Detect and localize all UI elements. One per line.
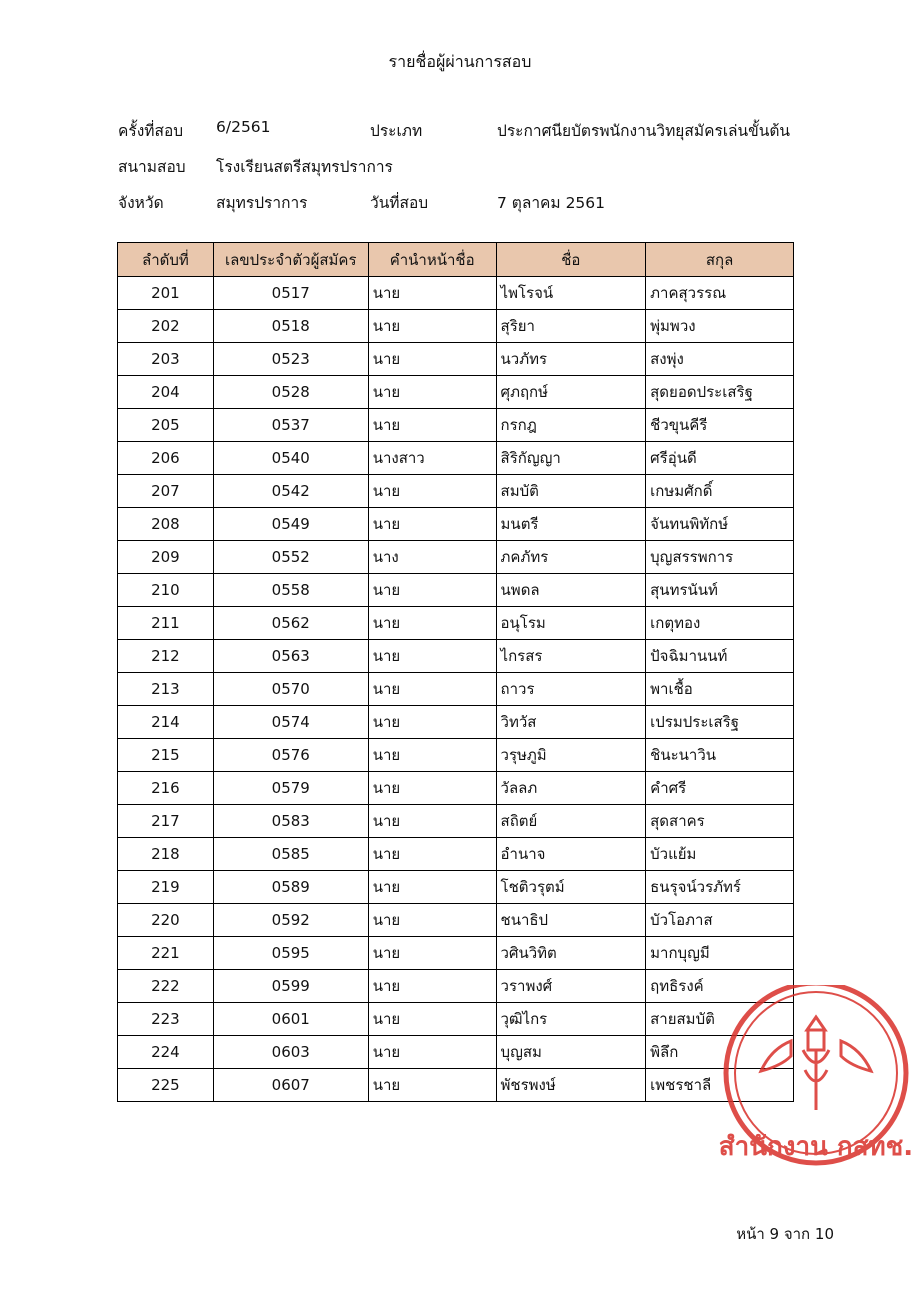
prefix-cell: นาย xyxy=(368,508,496,541)
prefix-cell: นาย xyxy=(368,1036,496,1069)
venue-label: สนามสอบ xyxy=(118,158,186,176)
table-row xyxy=(118,541,794,574)
info-row-round xyxy=(118,118,838,154)
first-name-cell: บุญสม xyxy=(496,1036,646,1069)
table-row xyxy=(118,673,794,706)
info-row-province xyxy=(118,190,838,226)
last-name-cell: มากบุญมี xyxy=(646,937,794,970)
applicant-id-cell: 0576 xyxy=(213,739,368,772)
first-name-cell: มนตรี xyxy=(496,508,646,541)
prefix-cell: นาง xyxy=(368,541,496,574)
first-name-cell: วศินวิทิต xyxy=(496,937,646,970)
prefix-cell: นาย xyxy=(368,310,496,343)
last-name-cell: สายสมบัติ xyxy=(646,1003,794,1036)
table-row xyxy=(118,475,794,508)
table-row xyxy=(118,772,794,805)
first-name-cell: วิทวัส xyxy=(496,706,646,739)
first-name-cell: ไกรสร xyxy=(496,640,646,673)
applicant-id-cell: 0518 xyxy=(213,310,368,343)
applicant-id-cell: 0583 xyxy=(213,805,368,838)
last-name-cell: ปัจฉิมานนท์ xyxy=(646,640,794,673)
applicant-id-cell: 0585 xyxy=(213,838,368,871)
applicant-id-cell: 0558 xyxy=(213,574,368,607)
first-name-cell: สุริยา xyxy=(496,310,646,343)
first-name-cell: โชติวรุตม์ xyxy=(496,871,646,904)
page-number: หน้า 9 จาก 10 xyxy=(736,1225,834,1243)
table-body xyxy=(118,277,794,1102)
prefix-cell: นาย xyxy=(368,409,496,442)
table-row xyxy=(118,1036,794,1069)
order-cell: 212 xyxy=(118,640,214,673)
first-name-cell: วราพงศ์ xyxy=(496,970,646,1003)
prefix-cell: นาย xyxy=(368,970,496,1003)
order-cell: 222 xyxy=(118,970,214,1003)
order-cell: 205 xyxy=(118,409,214,442)
table-row xyxy=(118,970,794,1003)
date-value: 7 ตุลาคม 2561 xyxy=(497,194,606,212)
last-name-cell: เปรมประเสริฐ xyxy=(646,706,794,739)
table-header-row xyxy=(118,243,794,277)
applicant-id-cell: 0589 xyxy=(213,871,368,904)
first-name-cell: นพดล xyxy=(496,574,646,607)
prefix-cell: นาย xyxy=(368,904,496,937)
prefix-cell: นาย xyxy=(368,838,496,871)
province-value: สมุทรปราการ xyxy=(216,194,308,212)
last-name-cell: ธนรุจน์วรภัทร์ xyxy=(646,871,794,904)
applicant-id-cell: 0517 xyxy=(213,277,368,310)
first-name-cell: สิริกัญญา xyxy=(496,442,646,475)
first-name-cell: กรกฎ xyxy=(496,409,646,442)
table-row xyxy=(118,508,794,541)
prefix-cell: นาย xyxy=(368,640,496,673)
header-last-name: สกุล xyxy=(646,243,794,277)
last-name-cell: ฤทธิรงค์ xyxy=(646,970,794,1003)
last-name-cell: สุดสาคร xyxy=(646,805,794,838)
header-prefix: คำนำหน้าชื่อ xyxy=(368,243,496,277)
prefix-cell: นาย xyxy=(368,706,496,739)
last-name-cell: พิลึก xyxy=(646,1036,794,1069)
applicant-id-cell: 0574 xyxy=(213,706,368,739)
prefix-cell: นาย xyxy=(368,1069,496,1102)
type-label: ประเภท xyxy=(370,122,423,140)
prefix-cell: นาย xyxy=(368,607,496,640)
applicant-id-cell: 0540 xyxy=(213,442,368,475)
round-label: ครั้งที่สอบ xyxy=(118,122,184,140)
table-row xyxy=(118,310,794,343)
order-cell: 219 xyxy=(118,871,214,904)
table-row xyxy=(118,706,794,739)
order-cell: 214 xyxy=(118,706,214,739)
applicant-id-cell: 0603 xyxy=(213,1036,368,1069)
first-name-cell: อำนาจ xyxy=(496,838,646,871)
prefix-cell: นาย xyxy=(368,376,496,409)
applicant-id-cell: 0599 xyxy=(213,970,368,1003)
table-row xyxy=(118,409,794,442)
order-cell: 208 xyxy=(118,508,214,541)
order-cell: 213 xyxy=(118,673,214,706)
header-first-name: ชื่อ xyxy=(496,243,646,277)
applicant-id-cell: 0537 xyxy=(213,409,368,442)
order-cell: 216 xyxy=(118,772,214,805)
prefix-cell: นาย xyxy=(368,475,496,508)
table-row xyxy=(118,640,794,673)
first-name-cell: ถาวร xyxy=(496,673,646,706)
applicant-id-cell: 0562 xyxy=(213,607,368,640)
table-row xyxy=(118,574,794,607)
last-name-cell: จันทนพิทักษ์ xyxy=(646,508,794,541)
table-row xyxy=(118,442,794,475)
order-cell: 210 xyxy=(118,574,214,607)
page-title: รายชื่อผู้ผ่านการสอบ xyxy=(388,52,532,71)
prefix-cell: นาย xyxy=(368,1003,496,1036)
table-row xyxy=(118,607,794,640)
order-cell: 224 xyxy=(118,1036,214,1069)
order-cell: 201 xyxy=(118,277,214,310)
table-row xyxy=(118,904,794,937)
applicant-id-cell: 0595 xyxy=(213,937,368,970)
first-name-cell: ชนาธิป xyxy=(496,904,646,937)
last-name-cell: เกษมศักดิ์ xyxy=(646,475,794,508)
first-name-cell: ภคภัทร xyxy=(496,541,646,574)
province-label: จังหวัด xyxy=(118,194,164,212)
order-cell: 223 xyxy=(118,1003,214,1036)
last-name-cell: พาเชื้อ xyxy=(646,673,794,706)
prefix-cell: นาย xyxy=(368,277,496,310)
prefix-cell: นาย xyxy=(368,805,496,838)
garuda-emblem xyxy=(761,1017,871,1110)
info-row-venue xyxy=(118,154,838,190)
table-row xyxy=(118,1003,794,1036)
prefix-cell: นาย xyxy=(368,343,496,376)
first-name-cell: วรุษภูมิ xyxy=(496,739,646,772)
order-cell: 203 xyxy=(118,343,214,376)
last-name-cell: เพชรชาลี xyxy=(646,1069,794,1102)
table-row xyxy=(118,343,794,376)
round-value: 6/2561 xyxy=(216,118,271,136)
order-cell: 225 xyxy=(118,1069,214,1102)
last-name-cell: พุ่มพวง xyxy=(646,310,794,343)
table-row xyxy=(118,805,794,838)
order-cell: 204 xyxy=(118,376,214,409)
last-name-cell: บัวโอภาส xyxy=(646,904,794,937)
order-cell: 215 xyxy=(118,739,214,772)
last-name-cell: ชินะนาวิน xyxy=(646,739,794,772)
order-cell: 206 xyxy=(118,442,214,475)
order-cell: 221 xyxy=(118,937,214,970)
applicant-id-cell: 0549 xyxy=(213,508,368,541)
first-name-cell: สมบัติ xyxy=(496,475,646,508)
side-watermark xyxy=(872,230,912,1190)
exam-info xyxy=(118,118,838,226)
first-name-cell: วุฒิไกร xyxy=(496,1003,646,1036)
applicant-id-cell: 0601 xyxy=(213,1003,368,1036)
prefix-cell: นาย xyxy=(368,772,496,805)
applicant-id-cell: 0607 xyxy=(213,1069,368,1102)
applicant-id-cell: 0528 xyxy=(213,376,368,409)
last-name-cell: คำศรี xyxy=(646,772,794,805)
last-name-cell: ศรีอุ่นดี xyxy=(646,442,794,475)
table-row xyxy=(118,871,794,904)
order-cell: 202 xyxy=(118,310,214,343)
applicant-id-cell: 0542 xyxy=(213,475,368,508)
first-name-cell: พัชรพงษ์ xyxy=(496,1069,646,1102)
order-cell: 211 xyxy=(118,607,214,640)
venue-value: โรงเรียนสตรีสมุทรปราการ xyxy=(216,158,393,176)
table-row xyxy=(118,838,794,871)
first-name-cell: นวภัทร xyxy=(496,343,646,376)
prefix-cell: นางสาว xyxy=(368,442,496,475)
last-name-cell: บัวแย้ม xyxy=(646,838,794,871)
table-row xyxy=(118,937,794,970)
prefix-cell: นาย xyxy=(368,673,496,706)
prefix-cell: นาย xyxy=(368,937,496,970)
applicant-id-cell: 0579 xyxy=(213,772,368,805)
order-cell: 220 xyxy=(118,904,214,937)
last-name-cell: ชีวขุนคีรี xyxy=(646,409,794,442)
last-name-cell: สงพุ่ง xyxy=(646,343,794,376)
prefix-cell: นาย xyxy=(368,739,496,772)
results-table xyxy=(117,242,794,1102)
applicant-id-cell: 0523 xyxy=(213,343,368,376)
type-value: ประกาศนียบัตรพนักงานวิทยุสมัครเล่นขั้นต้น xyxy=(497,122,791,140)
first-name-cell: อนุโรม xyxy=(496,607,646,640)
last-name-cell: สุนทรนันท์ xyxy=(646,574,794,607)
seal-text: สำนักงาน กสทช. xyxy=(718,1132,913,1162)
last-name-cell: บุญสรรพการ xyxy=(646,541,794,574)
applicant-id-cell: 0552 xyxy=(213,541,368,574)
first-name-cell: วัลลภ xyxy=(496,772,646,805)
prefix-cell: นาย xyxy=(368,871,496,904)
applicant-id-cell: 0563 xyxy=(213,640,368,673)
table-row xyxy=(118,739,794,772)
order-cell: 218 xyxy=(118,838,214,871)
order-cell: 209 xyxy=(118,541,214,574)
order-cell: 217 xyxy=(118,805,214,838)
applicant-id-cell: 0592 xyxy=(213,904,368,937)
order-cell: 207 xyxy=(118,475,214,508)
first-name-cell: ไพโรจน์ xyxy=(496,277,646,310)
first-name-cell: ศุภฤกษ์ xyxy=(496,376,646,409)
header-applicant-id: เลขประจำตัวผู้สมัคร xyxy=(213,243,368,277)
last-name-cell: สุดยอดประเสริฐ xyxy=(646,376,794,409)
header-order: ลำดับที่ xyxy=(118,243,214,277)
table-row xyxy=(118,277,794,310)
table-row xyxy=(118,1069,794,1102)
prefix-cell: นาย xyxy=(368,574,496,607)
first-name-cell: สถิตย์ xyxy=(496,805,646,838)
last-name-cell: ภาคสุวรรณ xyxy=(646,277,794,310)
last-name-cell: เกตุทอง xyxy=(646,607,794,640)
applicant-id-cell: 0570 xyxy=(213,673,368,706)
date-label: วันที่สอบ xyxy=(370,194,429,212)
table-row xyxy=(118,376,794,409)
